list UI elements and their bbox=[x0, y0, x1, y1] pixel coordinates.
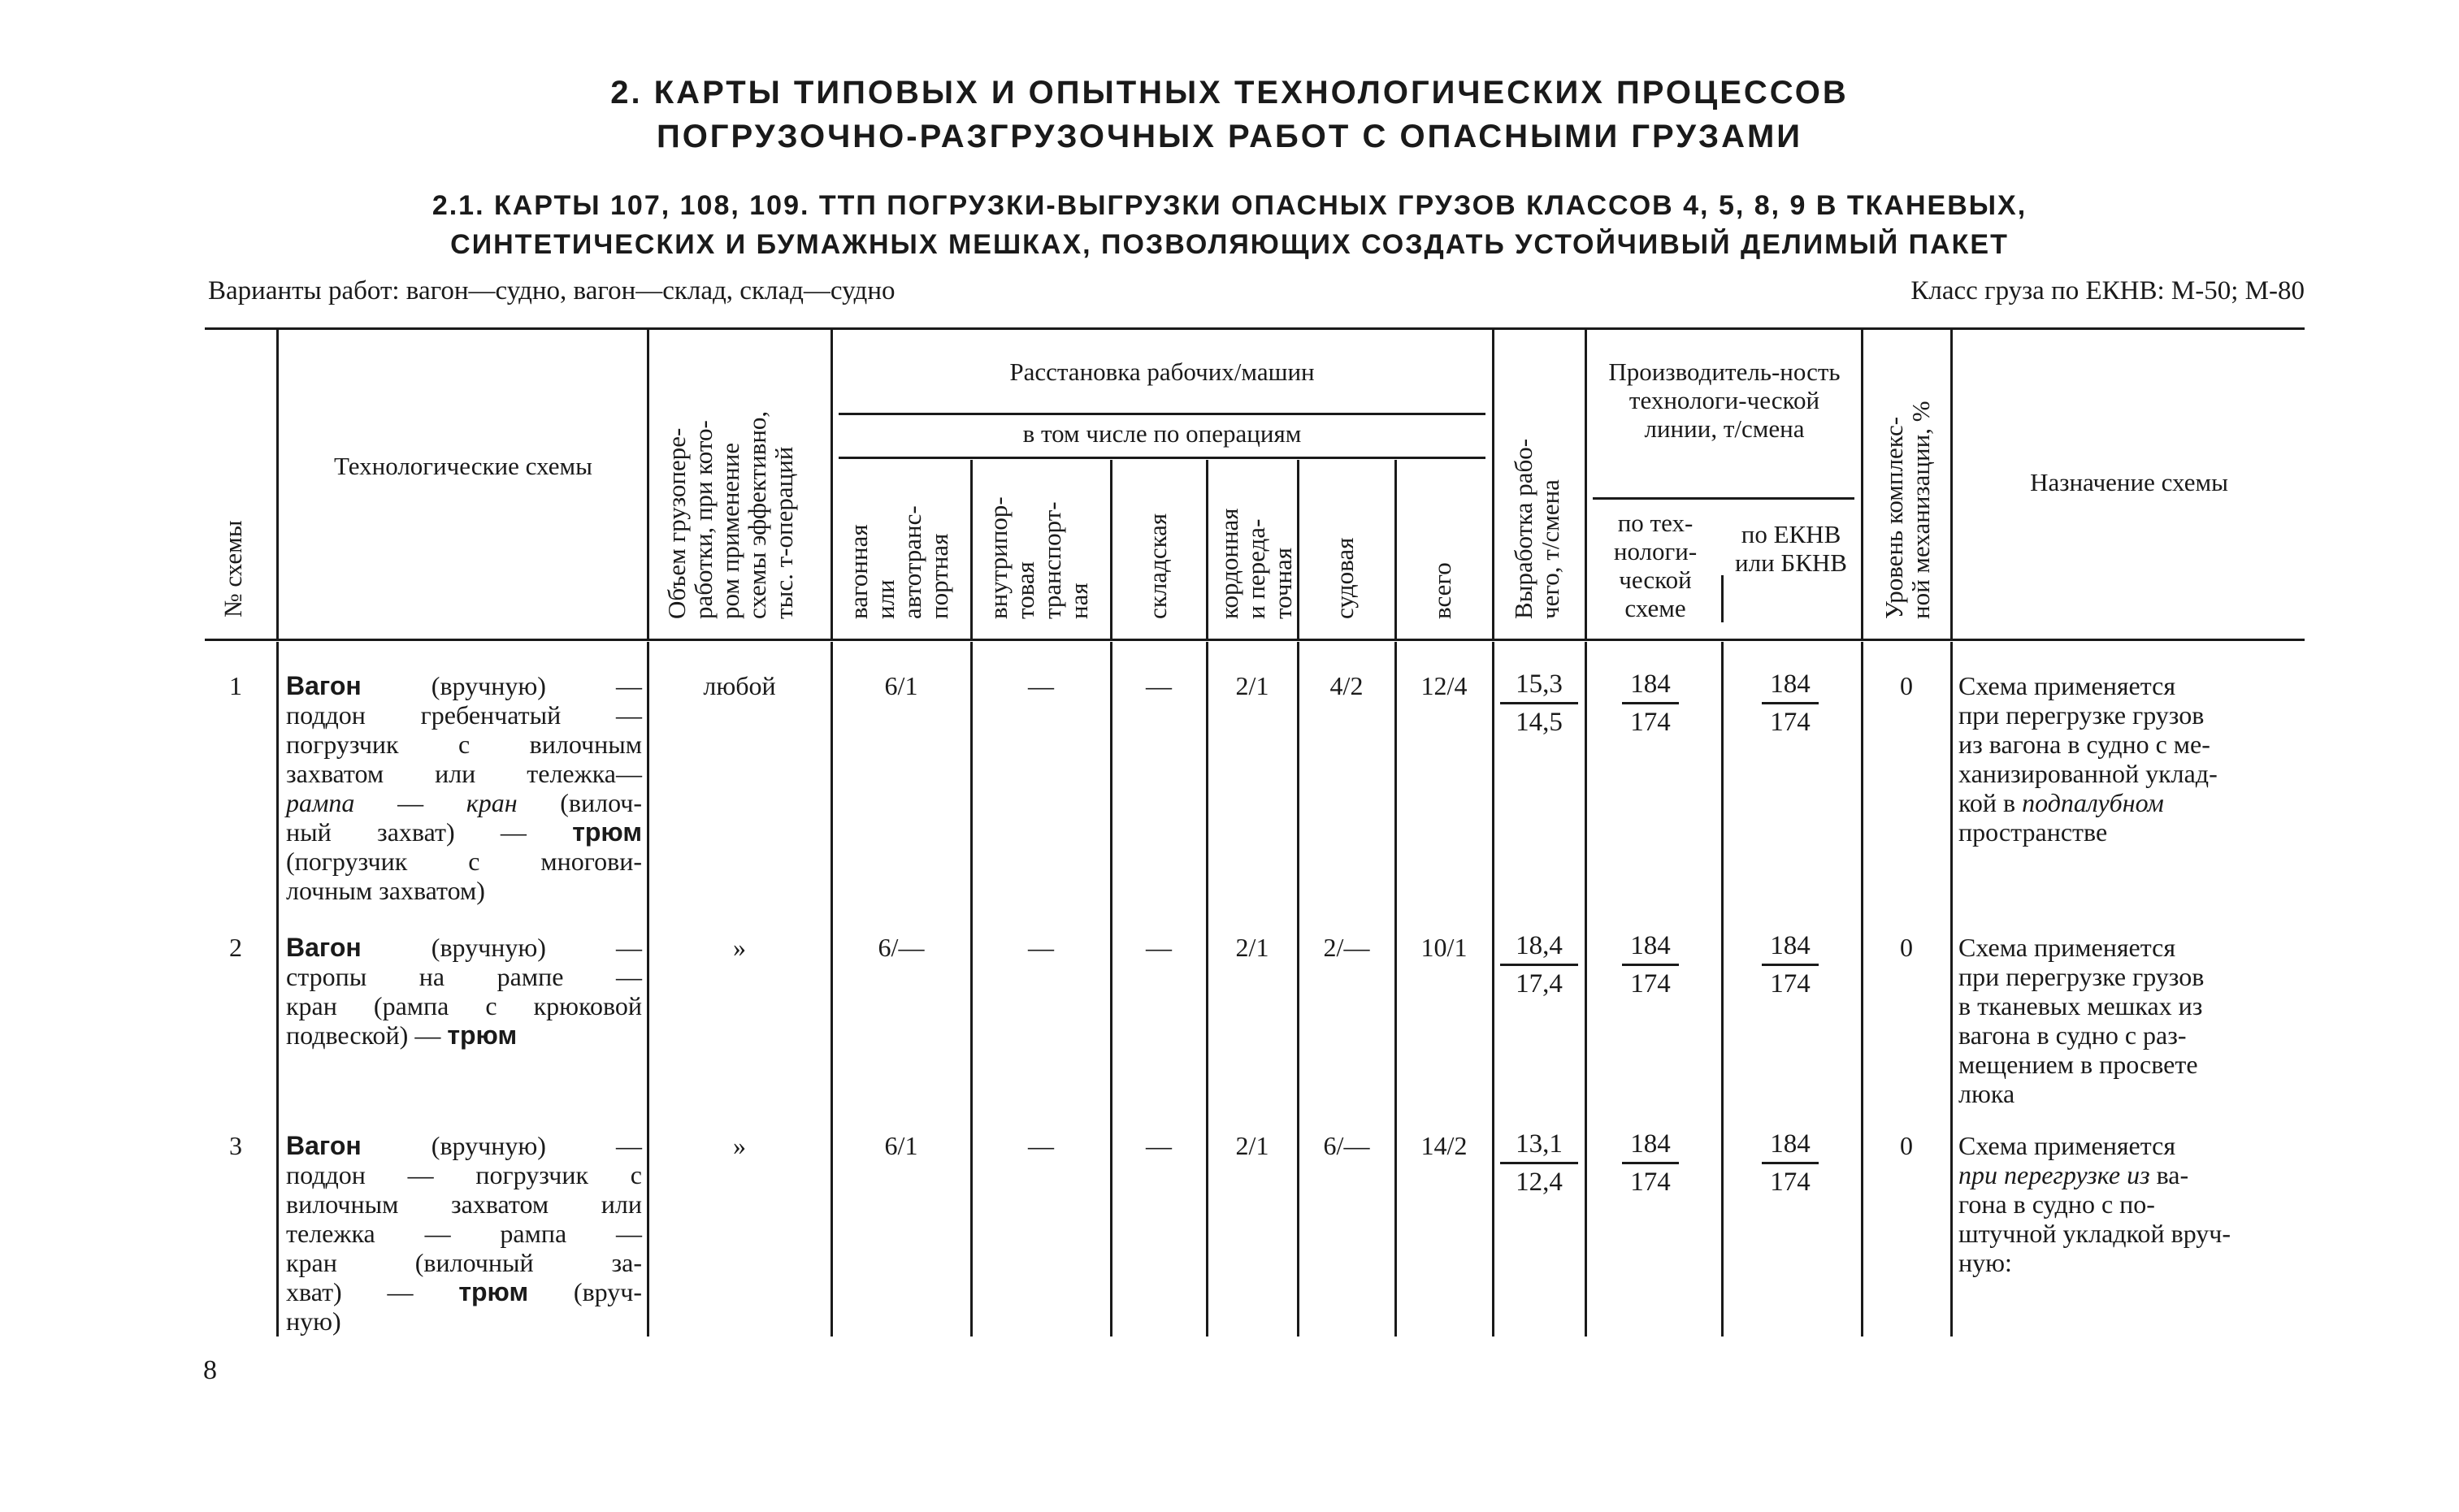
section-title-line-1: 2. КАРТЫ ТИПОВЫХ И ОПЫТНЫХ ТЕХНОЛОГИЧЕСКИХ ПРОЦЕССОВ bbox=[610, 75, 1849, 110]
scheme-purpose bbox=[1958, 933, 2300, 1108]
cell-line: при перегрузке из ва- bbox=[1958, 1160, 2189, 1189]
cell-line: лочным захватом) bbox=[286, 876, 485, 905]
cell-line: кой в подпалубном bbox=[1958, 788, 2164, 817]
volume-value: » bbox=[733, 1131, 746, 1160]
operations-rule bbox=[839, 457, 1485, 459]
col-divider bbox=[1297, 460, 1299, 639]
subsection-title-line-1: 2.1. КАРТЫ 107, 108, 109. ТТП ПОГРУЗКИ-ВЫГРУЗКИ ОПАСНЫХ ГРУЗОВ КЛАССОВ 4, 5, 8, 9 В ТКАНЕВЫХ, bbox=[432, 190, 2027, 221]
cell-line: погрузчик с вилочным bbox=[286, 730, 642, 759]
header-wagon-line: автотранс- bbox=[898, 505, 926, 619]
col-divider bbox=[276, 642, 279, 1337]
scheme-description bbox=[286, 1131, 642, 1336]
output-numerator: 18,4 bbox=[1500, 928, 1578, 966]
output-numerator: 13,1 bbox=[1500, 1126, 1578, 1164]
cordon-value: 2/1 bbox=[1235, 1131, 1269, 1160]
header-wagon-line: портная bbox=[925, 533, 953, 619]
prod-eknv-numerator: 184 bbox=[1762, 666, 1819, 704]
cell-line: кран (вилочный за- bbox=[286, 1248, 642, 1277]
ship-value: 4/2 bbox=[1329, 671, 1364, 700]
col-divider bbox=[1110, 642, 1112, 1337]
cell-line: ный захват) — трюм bbox=[286, 817, 642, 847]
cell-line: захватом или тележка— bbox=[286, 759, 642, 788]
cell-line: ную) bbox=[286, 1306, 341, 1336]
header-output-line: Выработка рабо- bbox=[1509, 438, 1537, 619]
header-cordon-line: кордонная bbox=[1215, 508, 1243, 619]
cell-line: штучной укладкой вруч- bbox=[1958, 1219, 2231, 1248]
cell-line: поддон — погрузчик с bbox=[286, 1160, 642, 1189]
col-divider bbox=[1585, 642, 1587, 1337]
col-divider bbox=[1206, 460, 1208, 639]
prod-scheme-fraction bbox=[1622, 928, 1679, 1002]
header-volume-line: Объем грузопере- bbox=[662, 427, 691, 619]
prod-scheme-denominator: 174 bbox=[1630, 969, 1671, 999]
header-output-line: чего, т/смена bbox=[1536, 479, 1564, 619]
total-value: 12/4 bbox=[1420, 671, 1468, 700]
cell-line: Схема применяется bbox=[1958, 933, 2176, 962]
cell-line: Вагон (вручную) — bbox=[286, 933, 642, 962]
cell-line: в тканевых мешках из bbox=[1958, 991, 2203, 1020]
prod-eknv-fraction bbox=[1762, 1126, 1819, 1200]
col-divider bbox=[970, 460, 973, 639]
col-divider bbox=[1950, 329, 1953, 639]
header-placement: Расстановка рабочих/машин bbox=[1009, 357, 1315, 386]
col-divider bbox=[647, 642, 649, 1337]
cell-line: подвеской) — трюм bbox=[286, 1020, 518, 1050]
header-cordon-line: и переда- bbox=[1242, 518, 1270, 619]
prod-scheme-denominator: 174 bbox=[1630, 1168, 1671, 1197]
header-cordon-line: точная bbox=[1269, 547, 1297, 619]
col-divider bbox=[970, 642, 973, 1337]
col-divider bbox=[1585, 329, 1587, 639]
output-fraction bbox=[1500, 1126, 1578, 1200]
cell-line: Вагон (вручную) — bbox=[286, 671, 642, 700]
header-mechanization-line: Уровень комплекс- bbox=[1880, 416, 1908, 619]
volume-value: » bbox=[733, 933, 746, 962]
col-divider bbox=[1721, 642, 1724, 1337]
header-cordon bbox=[1216, 508, 1296, 619]
prod-scheme-fraction bbox=[1622, 666, 1679, 740]
header-output bbox=[1510, 439, 1563, 619]
header-purpose: Назначение схемы bbox=[2030, 468, 2228, 496]
col-divider bbox=[1110, 460, 1112, 639]
header-wagon bbox=[845, 505, 952, 619]
scheme-number: 1 bbox=[229, 671, 242, 700]
header-volume-line: тыс. т-операций bbox=[770, 446, 798, 619]
cell-line: (погрузчик с многови- bbox=[286, 847, 642, 876]
header-internal-line: ная bbox=[1065, 583, 1093, 619]
header-warehouse bbox=[1144, 513, 1171, 619]
header-total bbox=[1429, 562, 1455, 619]
header-volume-line: схемы эффективно, bbox=[743, 410, 771, 619]
wagon-value: 6/1 bbox=[884, 1131, 918, 1160]
header-by-eknv: по ЕКНВ или БКНВ bbox=[1735, 520, 1847, 577]
col-divider bbox=[1950, 642, 1953, 1337]
total-value: 10/1 bbox=[1420, 933, 1468, 962]
wagon-value: 6/1 bbox=[884, 671, 918, 700]
prod-eknv-denominator: 174 bbox=[1770, 969, 1811, 999]
prod-eknv-denominator: 174 bbox=[1770, 1168, 1811, 1197]
scheme-description bbox=[286, 933, 642, 1050]
cell-line: пространстве bbox=[1958, 817, 2108, 847]
productivity-rule bbox=[1593, 497, 1854, 500]
col-divider bbox=[1492, 642, 1494, 1337]
col-divider bbox=[1297, 642, 1299, 1337]
ship-value: 6/— bbox=[1323, 1131, 1370, 1160]
col-divider bbox=[647, 329, 649, 639]
page-number: 8 bbox=[203, 1355, 217, 1385]
header-volume bbox=[663, 411, 797, 619]
prod-eknv-fraction bbox=[1762, 928, 1819, 1002]
cell-line: вилочным захватом или bbox=[286, 1189, 642, 1219]
table-top-rule bbox=[205, 327, 2305, 330]
output-fraction bbox=[1500, 666, 1578, 740]
prod-scheme-fraction bbox=[1622, 1126, 1679, 1200]
table-header-rule bbox=[205, 639, 2305, 641]
cell-line: мещением в просвете bbox=[1958, 1050, 2198, 1079]
header-volume-line: ром применение bbox=[716, 442, 744, 619]
prod-eknv-fraction bbox=[1762, 666, 1819, 740]
cell-line: Схема применяется bbox=[1958, 1131, 2176, 1160]
cell-line: кран (рампа с крюковой bbox=[286, 991, 642, 1020]
scheme-purpose bbox=[1958, 1131, 2300, 1277]
cell-line: Схема применяется bbox=[1958, 671, 2176, 700]
header-productivity: Производитель-ность технологи-ческой линии, т/смена bbox=[1608, 357, 1841, 443]
mechanization-value: 0 bbox=[1900, 1131, 1913, 1160]
header-by-scheme: по тех-нологи-ческой схеме bbox=[1613, 509, 1698, 622]
output-fraction bbox=[1500, 928, 1578, 1002]
col-divider bbox=[831, 642, 833, 1337]
header-mechanization-line: ной механизации, % bbox=[1906, 401, 1935, 619]
warehouse-value: — bbox=[1146, 933, 1172, 962]
header-internal-line: товая bbox=[1011, 561, 1039, 619]
header-wagon-line: или bbox=[871, 579, 900, 619]
cell-line: люка bbox=[1958, 1079, 2015, 1108]
scheme-purpose bbox=[1958, 671, 2300, 847]
col-divider bbox=[1861, 329, 1863, 639]
col-divider bbox=[1206, 642, 1208, 1337]
output-denominator: 12,4 bbox=[1516, 1168, 1563, 1197]
prod-eknv-numerator: 184 bbox=[1762, 928, 1819, 966]
output-denominator: 17,4 bbox=[1516, 969, 1563, 999]
header-mechanization bbox=[1880, 401, 1934, 619]
cell-line: из вагона в судно с ме- bbox=[1958, 730, 2210, 759]
cell-line: тележка — рампа — bbox=[286, 1219, 642, 1248]
col-divider bbox=[1394, 642, 1397, 1337]
prod-eknv-numerator: 184 bbox=[1762, 1126, 1819, 1164]
scheme-number: 2 bbox=[229, 933, 242, 962]
cell-line: рампа — кран (вилоч- bbox=[286, 788, 643, 817]
col-divider bbox=[1861, 642, 1863, 1337]
cell-line: поддон гребенчатый — bbox=[286, 700, 642, 730]
header-wagon-line: вагонная bbox=[844, 524, 873, 619]
mechanization-value: 0 bbox=[1900, 671, 1913, 700]
header-internal-line: транспорт- bbox=[1038, 501, 1066, 619]
warehouse-value: — bbox=[1146, 671, 1172, 700]
col-divider bbox=[831, 329, 833, 639]
cell-line: при перегрузке грузов bbox=[1958, 962, 2205, 991]
header-ship bbox=[1331, 538, 1358, 619]
cell-line: ную: bbox=[1958, 1248, 2012, 1277]
header-scheme-number: № схемы bbox=[219, 520, 247, 617]
ship-value: 2/— bbox=[1323, 933, 1370, 962]
scheme-number: 3 bbox=[229, 1131, 242, 1160]
work-variants: Варианты работ: вагон—судно, вагон—склад, склад—судно bbox=[208, 276, 896, 305]
mechanization-value: 0 bbox=[1900, 933, 1913, 962]
cordon-value: 2/1 bbox=[1235, 933, 1269, 962]
prod-scheme-denominator: 174 bbox=[1630, 708, 1671, 737]
cordon-value: 2/1 bbox=[1235, 671, 1269, 700]
prod-scheme-numerator: 184 bbox=[1622, 1126, 1679, 1164]
header-schemes: Технологические схемы bbox=[334, 452, 592, 480]
cell-line: Вагон (вручную) — bbox=[286, 1131, 642, 1160]
cell-line: гона в судно с по- bbox=[1958, 1189, 2155, 1219]
output-denominator: 14,5 bbox=[1516, 708, 1563, 737]
header-by-operation: в том числе по операциям bbox=[1022, 419, 1302, 448]
col-divider bbox=[276, 329, 279, 639]
header-ship-line: судовая bbox=[1330, 537, 1359, 619]
internal-value: — bbox=[1028, 933, 1054, 962]
col-divider bbox=[1394, 460, 1397, 639]
cell-line: вагона в судно с раз- bbox=[1958, 1020, 2187, 1050]
total-value: 14/2 bbox=[1420, 1131, 1468, 1160]
cargo-class: Класс груза по ЕКНВ: М-50; М-80 bbox=[1910, 276, 2305, 305]
subsection-title-line-2: СИНТЕТИЧЕСКИХ И БУМАЖНЫХ МЕШКАХ, ПОЗВОЛЯЮЩИХ СОЗДАТЬ УСТОЙЧИВЫЙ ДЕЛИМЫЙ ПАКЕТ bbox=[450, 229, 2009, 260]
col-divider bbox=[1492, 329, 1494, 639]
warehouse-value: — bbox=[1146, 1131, 1172, 1160]
cell-line: при перегрузке грузов bbox=[1958, 700, 2205, 730]
internal-value: — bbox=[1028, 671, 1054, 700]
scheme-description bbox=[286, 671, 642, 905]
wagon-value: 6/— bbox=[878, 933, 925, 962]
prod-scheme-numerator: 184 bbox=[1622, 928, 1679, 966]
section-title-line-2: ПОГРУЗОЧНО-РАЗГРУЗОЧНЫХ РАБОТ С ОПАСНЫМИ ГРУЗАМИ bbox=[656, 119, 1803, 154]
internal-value: — bbox=[1028, 1131, 1054, 1160]
cell-line: хват) — трюм (вруч- bbox=[286, 1277, 643, 1306]
header-internal bbox=[985, 496, 1092, 619]
output-numerator: 15,3 bbox=[1500, 666, 1578, 704]
prod-scheme-numerator: 184 bbox=[1622, 666, 1679, 704]
col-divider bbox=[1721, 575, 1724, 622]
header-volume-line: работки, при кото- bbox=[689, 420, 718, 619]
cell-line: ханизированной уклад- bbox=[1958, 759, 2218, 788]
header-internal-line: внутрипор- bbox=[984, 496, 1013, 619]
header-total-line: всего bbox=[1428, 562, 1456, 619]
placement-rule bbox=[839, 413, 1485, 415]
header-warehouse-line: складская bbox=[1143, 513, 1172, 619]
volume-value: любой bbox=[703, 671, 776, 700]
prod-eknv-denominator: 174 bbox=[1770, 708, 1811, 737]
cell-line: стропы на рампе — bbox=[286, 962, 642, 991]
